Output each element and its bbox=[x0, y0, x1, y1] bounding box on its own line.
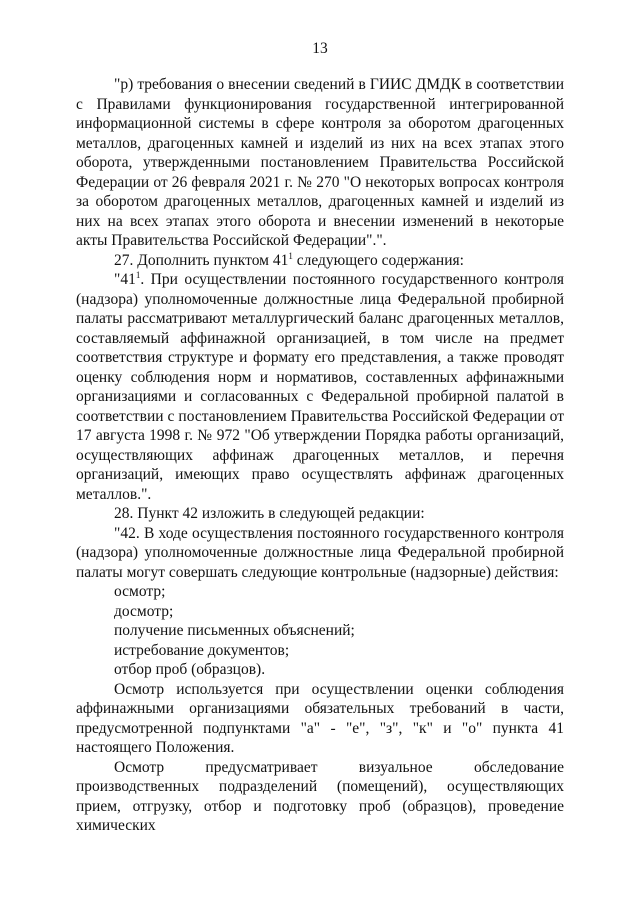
list-item-inspection: осмотр; bbox=[114, 583, 166, 600]
list-item-sampling: отбор проб (образцов). bbox=[114, 661, 266, 678]
list-item-documents: истребование документов; bbox=[114, 641, 290, 659]
page-number: 13 bbox=[312, 40, 328, 57]
amendment-27-text: 27. Дополнить пунктом 41 bbox=[114, 251, 289, 269]
paragraph-inspection-usage: Осмотр используется при осуществлении оценки соблюдения аффинажными организациями обязательных требований в части, предусмотренной подпунктами "а" - "е", "з", "к" и "о" пункта 41 настоящего Положения. bbox=[76, 680, 564, 756]
paragraph-amendment-28: 28. Пункт 42 изложить в следующей редакции: bbox=[114, 505, 425, 522]
list-item-examination: досмотр; bbox=[114, 602, 174, 620]
document-body bbox=[76, 75, 564, 836]
superscript: 1 bbox=[135, 269, 141, 280]
amendment-27-text-end: следующего содержания: bbox=[292, 251, 464, 269]
superscript: 1 bbox=[288, 250, 293, 261]
paragraph-requirements-giis: "р) требования о внесении сведений в ГИИС ДМДК в соответствии с Правилами функционирования государственной интегрированной информационной системы в сфере контроля за оборотом драгоценных металлов, драгоценных камней и изделий из них на всех этапах этого оборота, утвержденными постановлением Правительства Российской Федерации от 26 февраля 2021 г. № 270 "О некоторых вопросах контроля за оборотом драгоценных металлов, драгоценных камней и изделий из них на всех этапах этого оборота и внесении изменений в некоторые акты Правительства Российской Федерации".". bbox=[76, 76, 564, 249]
point-41-1-start: "41 bbox=[114, 271, 136, 288]
paragraph-inspection-scope: Осмотр предусматривает визуальное обследование производственных подразделений (помещений), осуществляющих прием, отгрузку, отбор и подготовку проб (образцов), проведение химических bbox=[76, 758, 564, 834]
point-41-1-text: . При осуществлении постоянного государственного контроля (надзора) уполномоченные должностные лица Федеральной пробирной палаты рассматривают металлургический баланс драгоценных металлов, составляемый аффинажной организацией, в том числе на предмет соответствия структуре и формату его представления, а также проводят оценку соблюдения норм и нормативов, составленных аффинажными организациями и согласованных с Федеральной пробирной палатой в соответствии с постановлением Правительства Российской Федерации от 17 августа 1998 г. № 972 "Об утверждении Порядка работы организаций, осуществляющих аффинаж драгоценных металлов, и перечня организаций, имеющих право осуществлять аффинаж драгоценных металлов.". bbox=[76, 271, 564, 503]
paragraph-point-41-1 bbox=[76, 270, 564, 504]
paragraph-amendment-27 bbox=[76, 251, 564, 271]
list-item-explanations: получение письменных объяснений; bbox=[114, 622, 355, 639]
paragraph-point-42: "42. В ходе осуществления постоянного государственного контроля (надзора) уполномоченные должностные лица Федеральной пробирной палаты могут совершать следующие контрольные (надзорные) действия: bbox=[76, 524, 564, 581]
